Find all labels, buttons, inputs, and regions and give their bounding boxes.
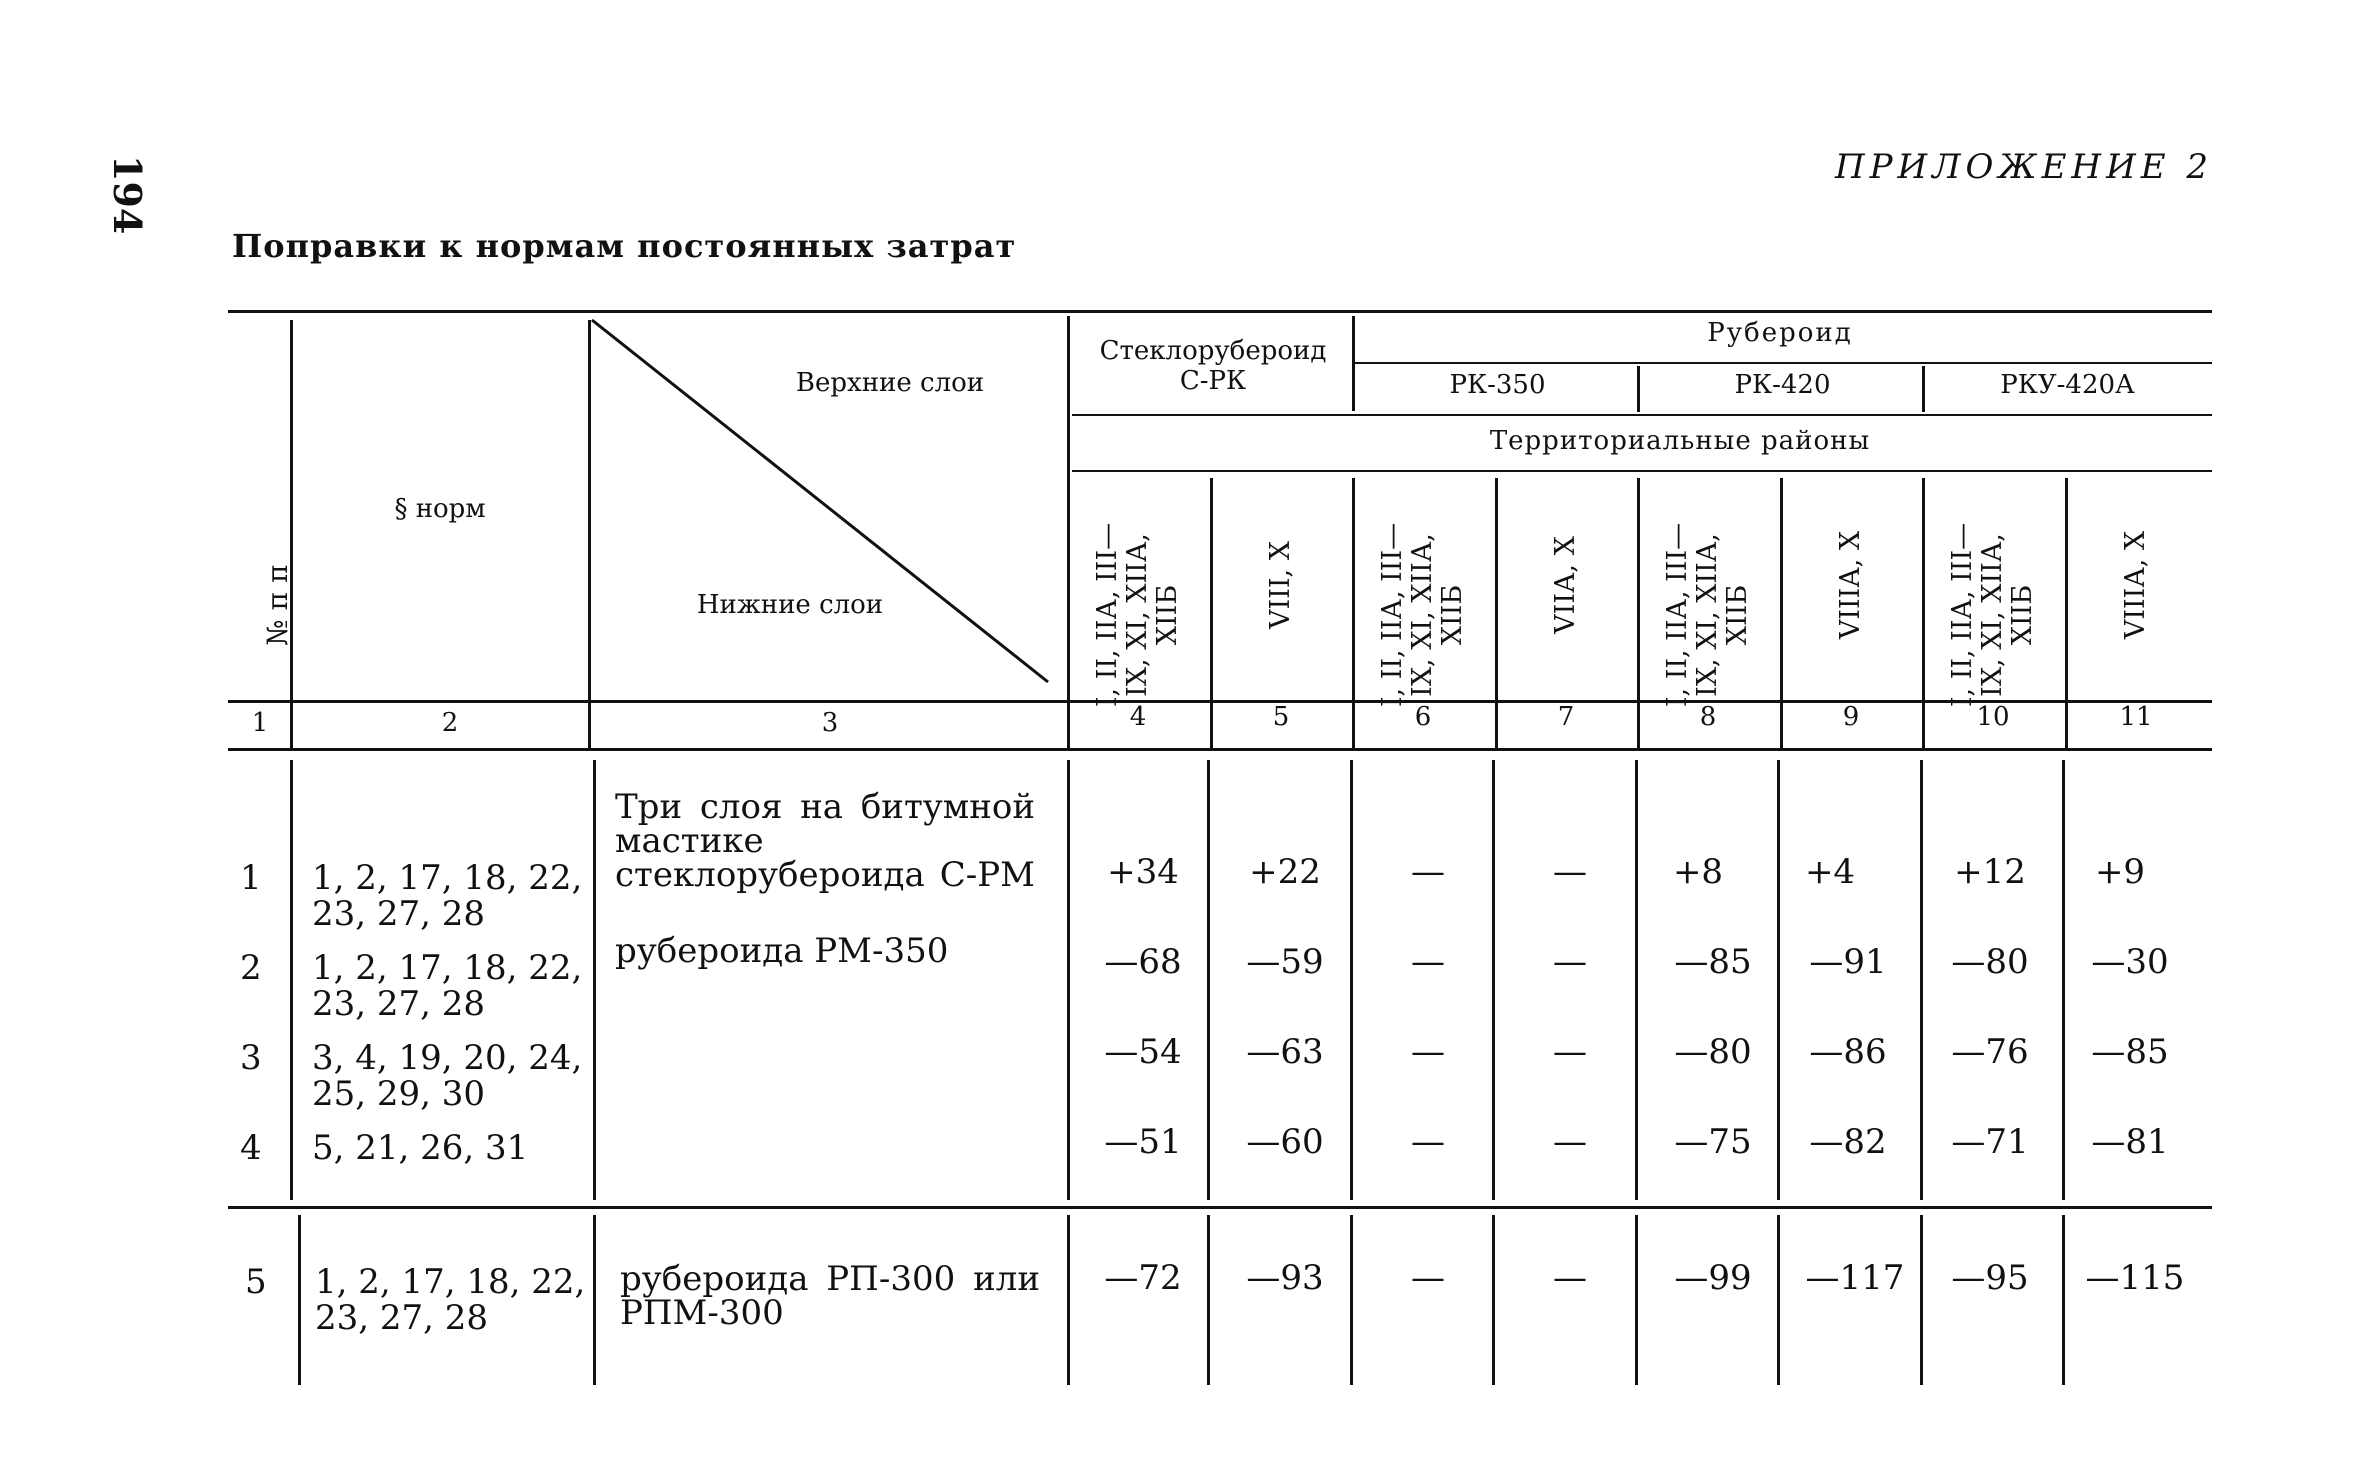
material-header-rule xyxy=(1072,414,2212,416)
value-cell: —91 xyxy=(1809,942,1887,982)
col-number: 11 xyxy=(2119,702,2153,732)
value-cell: —82 xyxy=(1809,1122,1887,1162)
value-cell: —63 xyxy=(1246,1032,1324,1072)
value-cell: — xyxy=(1553,1258,1587,1298)
row-number: 2 xyxy=(240,948,262,988)
value-cell: — xyxy=(1411,1258,1445,1298)
header-norms: § норм xyxy=(394,494,486,524)
value-cell: +9 xyxy=(2094,852,2146,892)
row-norms: 23, 27, 28 xyxy=(312,894,486,934)
table-title: Поправки к нормам постоянных затрат xyxy=(232,227,1017,265)
district-col-11: VIIIА, X xyxy=(2120,530,2151,640)
header-glass-ruberoid: Стеклорубероид С-РК xyxy=(1099,336,1327,396)
value-cell: —93 xyxy=(1246,1258,1324,1298)
row-norms: 1, 2, 17, 18, 22, xyxy=(312,858,583,898)
value-cell: —95 xyxy=(1951,1258,2029,1298)
col-line-6-7 xyxy=(1495,478,1498,748)
row-layer: рубероида РП-300 или РПМ-300 xyxy=(620,1259,1040,1333)
body2-line-2 xyxy=(593,1215,596,1385)
value-cell: —75 xyxy=(1674,1122,1752,1162)
value-cell: — xyxy=(1553,1122,1587,1162)
value-cell: — xyxy=(1411,1122,1445,1162)
value-cell: —80 xyxy=(1674,1032,1752,1072)
value-cell: — xyxy=(1411,942,1445,982)
row-number: 4 xyxy=(240,1128,262,1168)
group-separator-rule xyxy=(228,1206,2212,1209)
col-number: 2 xyxy=(441,708,459,738)
value-cell: —117 xyxy=(1805,1258,1905,1298)
col-line-4-5 xyxy=(1210,478,1213,748)
row-norms: 23, 27, 28 xyxy=(315,1298,489,1338)
row-norms: 3, 4, 19, 20, 24, xyxy=(312,1038,583,1078)
col-number: 4 xyxy=(1129,702,1147,732)
header-number-rule xyxy=(228,700,2212,703)
row-number: 5 xyxy=(245,1262,267,1302)
row-layer: рубероида РМ-350 xyxy=(615,931,949,971)
value-cell: +4 xyxy=(1804,852,1856,892)
col-number: 7 xyxy=(1557,702,1575,732)
value-cell: —68 xyxy=(1104,942,1182,982)
district-col-9: VIIIА, X xyxy=(1835,530,1866,640)
row-number: 3 xyxy=(240,1038,262,1078)
district-col-4: I, II, IIА, III—IX, XI, XIIА, XIIБ xyxy=(1092,522,1183,708)
value-cell: —71 xyxy=(1951,1122,2029,1162)
col-line-1 xyxy=(290,320,293,748)
body2-line-8 xyxy=(1777,1215,1780,1385)
body1-line-5 xyxy=(1350,760,1353,1200)
header-ruberoid: Рубероид xyxy=(1707,318,1853,348)
ruberoid-subheader-rule xyxy=(1355,362,2212,364)
header-lower-layers: Нижние слои xyxy=(696,590,884,620)
row-norms: 25, 29, 30 xyxy=(312,1074,486,1114)
col-number: 10 xyxy=(1976,702,2010,732)
row-layer: стеклорубероида С-РМ xyxy=(615,855,1035,895)
value-cell: +12 xyxy=(1954,852,2026,892)
col-number: 1 xyxy=(251,708,269,738)
value-cell: —54 xyxy=(1104,1032,1182,1072)
col-number: 8 xyxy=(1699,702,1717,732)
value-cell: +34 xyxy=(1107,852,1179,892)
col-line-5-6 xyxy=(1352,478,1355,748)
body1-line-9 xyxy=(1920,760,1923,1200)
body2-line-4 xyxy=(1207,1215,1210,1385)
header-rk350: РК-350 xyxy=(1449,370,1546,400)
row-norms: 1, 2, 17, 18, 22, xyxy=(312,948,583,988)
page-number: 194 xyxy=(105,155,150,235)
header-row-no: № п п xyxy=(261,564,294,646)
appendix-label: ПРИЛОЖЕНИЕ 2 xyxy=(1834,147,2213,187)
district-col-8: I, II, IIА, III—IX, XI, XIIА, XIIБ xyxy=(1662,522,1753,708)
body2-line-9 xyxy=(1920,1215,1923,1385)
header-rku420a: РКУ-420А xyxy=(2000,370,2135,400)
value-cell: — xyxy=(1553,942,1587,982)
col-number: 5 xyxy=(1272,702,1290,732)
body2-line-10 xyxy=(2062,1215,2065,1385)
col-line-7-8 xyxy=(1637,478,1640,748)
col-line-8-9 xyxy=(1780,478,1783,748)
value-cell: —80 xyxy=(1951,942,2029,982)
value-cell: —30 xyxy=(2091,942,2169,982)
district-col-10: I, II, IIА, III—IX, XI, XIIА, XIIБ xyxy=(1947,522,2038,708)
value-cell: — xyxy=(1411,1032,1445,1072)
col-number: 9 xyxy=(1842,702,1860,732)
districts-rule xyxy=(1072,470,2212,472)
row-norms: 5, 21, 26, 31 xyxy=(312,1128,529,1168)
district-col-5: VIII, X xyxy=(1265,541,1296,629)
value-cell: —115 xyxy=(2085,1258,2185,1298)
header-rk420: РК-420 xyxy=(1734,370,1831,400)
col-line-glass-ruberoid xyxy=(1352,316,1355,411)
body2-line-6 xyxy=(1492,1215,1495,1385)
value-cell: +22 xyxy=(1249,852,1321,892)
body2-line-7 xyxy=(1635,1215,1638,1385)
body2-line-1 xyxy=(298,1215,301,1385)
header-bottom-rule xyxy=(228,748,2212,751)
body2-line-5 xyxy=(1350,1215,1353,1385)
district-col-7: VIIА, X xyxy=(1550,536,1581,634)
row-number: 1 xyxy=(240,858,262,898)
body2-line-3 xyxy=(1067,1215,1070,1385)
top-rule xyxy=(228,310,2212,313)
col-line-10-11 xyxy=(2065,478,2068,748)
body1-line-1 xyxy=(290,760,293,1200)
header-districts: Территориальные районы xyxy=(1489,426,1871,456)
district-col-6: I, II, IIА, III—IX, XI, XIIА, XIIБ xyxy=(1377,522,1468,708)
value-cell: —76 xyxy=(1951,1032,2029,1072)
col-number: 6 xyxy=(1414,702,1432,732)
value-cell: —59 xyxy=(1246,942,1324,982)
value-cell: —85 xyxy=(1674,942,1752,982)
header-upper-layers: Верхние слои xyxy=(795,368,985,398)
value-cell: —86 xyxy=(1809,1032,1887,1072)
value-cell: —72 xyxy=(1104,1258,1182,1298)
col-line-9-10 xyxy=(1922,478,1925,748)
col-number: 3 xyxy=(821,708,839,738)
value-cell: — xyxy=(1553,852,1587,892)
body1-line-3 xyxy=(1067,760,1070,1200)
value-cell: —85 xyxy=(2091,1032,2169,1072)
value-cell: —51 xyxy=(1104,1122,1182,1162)
value-cell: — xyxy=(1553,1032,1587,1072)
value-cell: —99 xyxy=(1674,1258,1752,1298)
value-cell: —81 xyxy=(2091,1122,2169,1162)
col-line-rk350-rk420 xyxy=(1637,366,1640,412)
value-cell: —60 xyxy=(1246,1122,1324,1162)
body1-line-2 xyxy=(593,760,596,1200)
row-norms: 1, 2, 17, 18, 22, xyxy=(315,1262,586,1302)
value-cell: — xyxy=(1411,852,1445,892)
body1-line-7 xyxy=(1635,760,1638,1200)
group-label: Три слоя на битумной мастике xyxy=(615,787,1035,861)
row-norms: 23, 27, 28 xyxy=(312,984,486,1024)
value-cell: +8 xyxy=(1672,852,1724,892)
col-line-rk420-rku xyxy=(1922,366,1925,412)
